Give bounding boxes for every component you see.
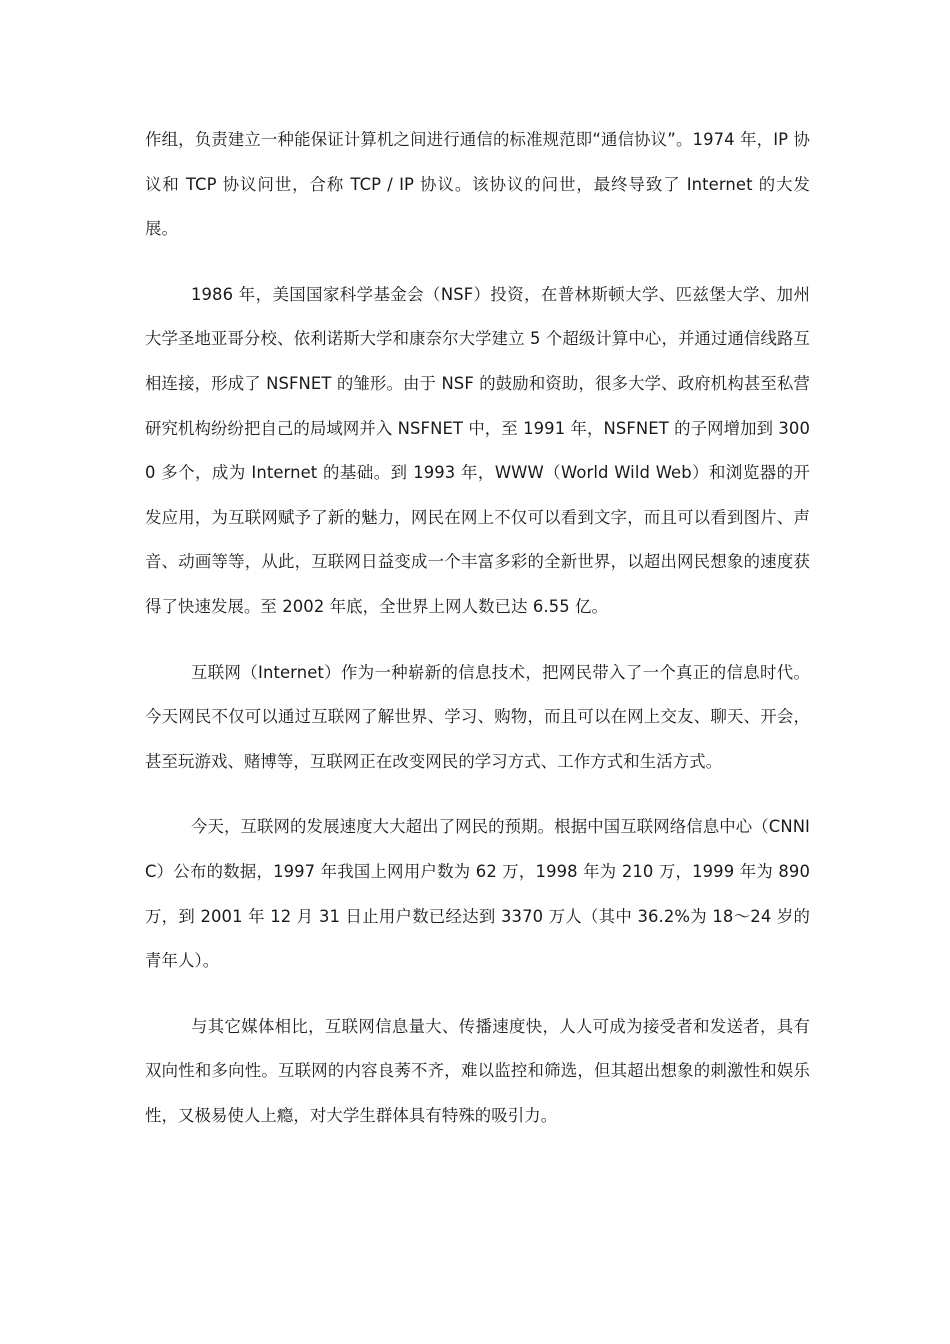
paragraph-5: 与其它媒体相比，互联网信息量大、传播速度快，人人可成为接受者和发送者，具有双向性和多向性。互联网的内容良莠不齐，难以监控和筛选，但其超出想象的刺激性和娱乐性，又极易使人上瘾，对大学生群体具有特殊的吸引力。 bbox=[145, 1016, 810, 1125]
paragraph-2: 1986 年，美国国家科学基金会（NSF）投资，在普林斯顿大学、匹兹堡大学、加州大学圣地亚哥分校、依利诺斯大学和康奈尔大学建立 5 个超级计算中心，并通过通信线路互相连接，形成了 NSFNET 的雏形。由于 NSF 的鼓励和资助，很多大学、政府机构甚至私营研究机构纷纷把自己的局域网并入 NSFNET 中，至 1991 年，NSFNET 的子网增加到 3000 多个，成为 Internet 的基础。到 1993 年，WWW（World Wild Web）和浏览器的开发应用，为互联网赋予了新的魅力，网民在网上不仅可以看到文字，而且可以看到图片、声音、动画等等，从此，互联网日益变成一个丰富多彩的全新世界，以超出网民想象的速度获得了快速发展。至 2002 年底，全世界上网人数已达 6.55 亿。 bbox=[145, 284, 810, 616]
paragraph-1: 作组，负责建立一种能保证计算机之间进行通信的标准规范即“通信协议”。1974 年，IP 协议和 TCP 协议问世，合称 TCP / IP 协议。该协议的问世，最终导致了 Internet 的大发展。 bbox=[145, 130, 810, 239]
body-text bbox=[145, 118, 810, 1138]
paragraph-4: 今天，互联网的发展速度大大超出了网民的预期。根据中国互联网络信息中心（CNNIC）公布的数据，1997 年我国上网用户数为 62 万，1998 年为 210 万，1999 年为 890 万，到 2001 年 12 月 31 日止用户数已经达到 3370 万人（其中 36.2%为 18～24 岁的青年人）。 bbox=[145, 817, 810, 971]
paragraph-3: 互联网（Internet）作为一种崭新的信息技术，把网民带入了一个真正的信息时代。今天网民不仅可以通过互联网了解世界、学习、购物，而且可以在网上交友、聊天、开会，甚至玩游戏、赌博等，互联网正在改变网民的学习方式、工作方式和生活方式。 bbox=[145, 662, 810, 771]
